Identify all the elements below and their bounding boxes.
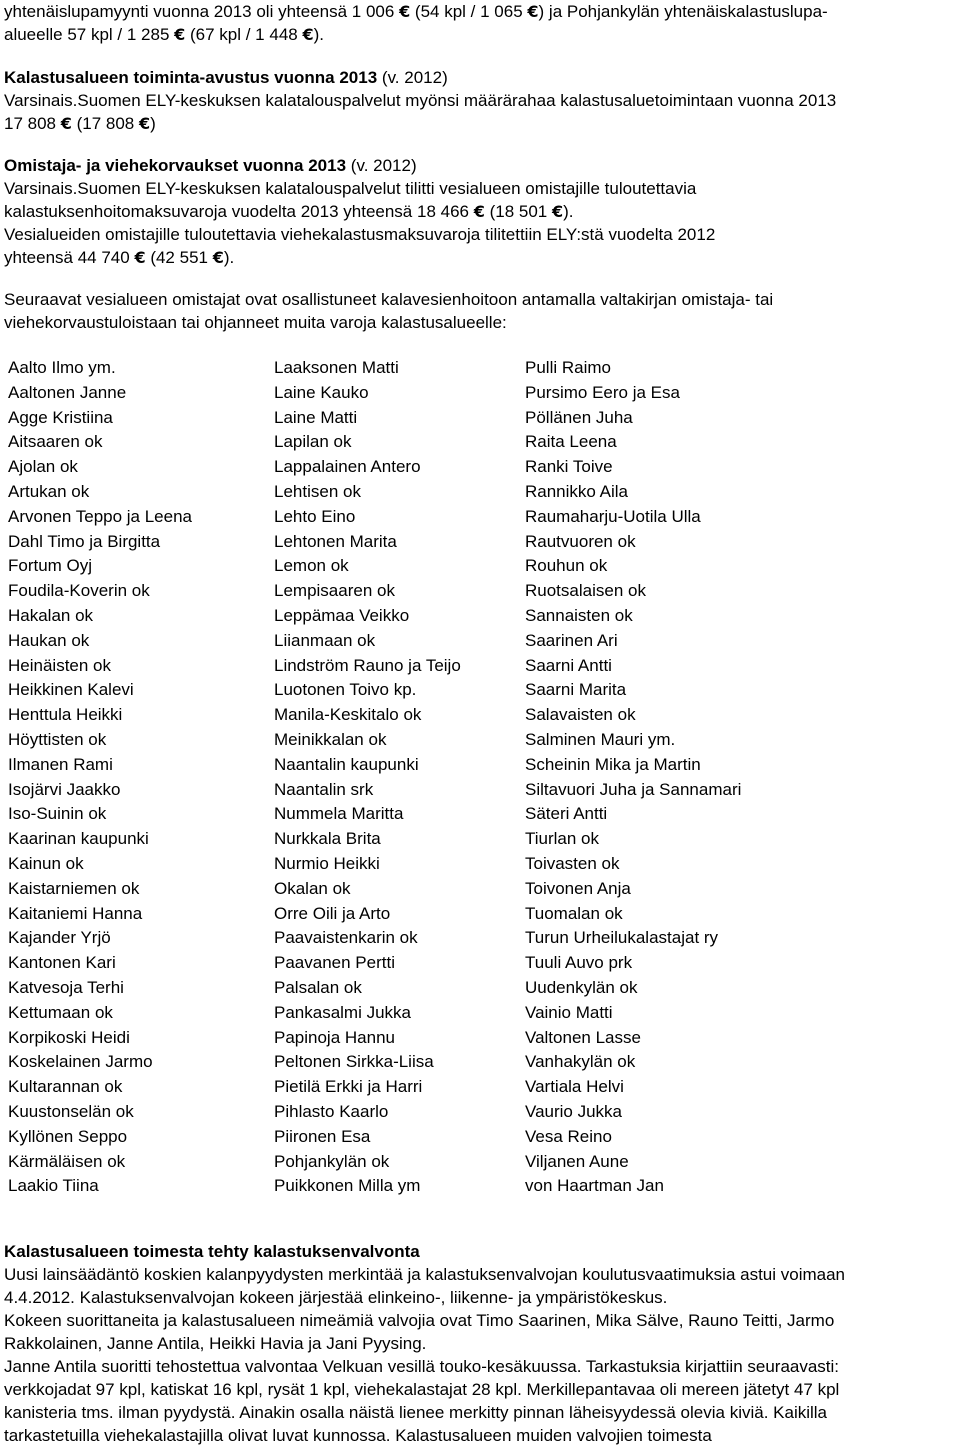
- intro-line-1: yhtenäislupamyynti vuonna 2013 oli yhteensä 1 006 € (54 kpl / 1 065 €) ja Pohjankylän yhtenäiskalastuslupa-: [4, 2, 828, 21]
- owner-name: Heinäisten ok: [8, 655, 112, 675]
- owner-name: Toivonen Anja: [525, 878, 631, 898]
- euro-sign: €: [134, 248, 146, 267]
- compensation-section: [4, 154, 956, 269]
- owner-name: Ilmanen Rami: [8, 754, 113, 774]
- owner-name: Hakalan ok: [8, 605, 94, 625]
- owner-name: Uudenkylän ok: [525, 977, 638, 997]
- owner-name: Lehto Eino: [274, 506, 356, 526]
- owner-name: Kaistarniemen ok: [8, 878, 140, 898]
- supervision-line-2: 4.4.2012. Kalastuksenvalvojan kokeen järjestää elinkeino-, liikenne- ja ympäristökeskus.: [4, 1288, 668, 1307]
- owner-name: Raita Leena: [525, 432, 617, 452]
- owner-name: Laakio Tiina: [8, 1176, 99, 1196]
- owner-name: Lempisaaren ok: [274, 581, 395, 601]
- euro-sign: €: [473, 202, 485, 221]
- owner-name: Liianmaan ok: [274, 630, 376, 650]
- supervision-line-5: Janne Antila suoritti tehostettua valvontaa Velkuan vesillä touko-kesäkuussa. Tarkastuksia kirjattiin seuraavasti:: [4, 1357, 840, 1376]
- owner-name: Leppämaa Veikko: [274, 605, 410, 625]
- owner-name: Laine Matti: [274, 407, 358, 427]
- owner-name: Lemon ok: [274, 556, 349, 576]
- owner-name: Nummela Maritta: [274, 804, 404, 824]
- owner-name: Ranki Toive: [525, 457, 613, 477]
- compensation-heading-suffix: (v. 2012): [350, 156, 417, 175]
- euro-sign: €: [138, 114, 151, 133]
- owner-name: Artukan ok: [8, 481, 90, 501]
- owner-name: Ruotsalaisen ok: [525, 581, 646, 601]
- owner-name: Viljanen Aune: [525, 1151, 629, 1171]
- grant-heading-line: [4, 66, 956, 89]
- owner-name: Arvonen Teppo ja Leena: [8, 506, 193, 526]
- owner-name: Iso-Suinin ok: [8, 804, 107, 824]
- supervision-line-6: verkkojadat 97 kpl, katiskat 16 kpl, rysät 1 kpl, viehekalastajat 28 kpl. Merkillepantavaa oli mereen jätetyt 47 kpl: [4, 1380, 840, 1399]
- owner-name: Rautvuoren ok: [525, 531, 636, 551]
- owner-name: Nurmio Heikki: [274, 853, 380, 873]
- euro-sign: €: [399, 2, 411, 21]
- euro-sign: €: [212, 248, 224, 267]
- compensation-line-2: kalastuksenhoitomaksuvaroja vuodelta 2013 yhteensä 18 466 € (18 501 €).: [4, 202, 574, 221]
- owner-name: Haukan ok: [8, 630, 90, 650]
- owner-name: Palsalan ok: [274, 977, 362, 997]
- owner-name: Ajolan ok: [8, 457, 78, 477]
- euro-sign: €: [60, 114, 72, 133]
- owner-name: Puikkonen Milla ym: [274, 1176, 421, 1196]
- owner-name: Kuustonselän ok: [8, 1101, 134, 1121]
- owner-name: Toivasten ok: [525, 853, 620, 873]
- owner-name: Vaurio Jukka: [525, 1101, 623, 1121]
- owner-name: Papinoja Hannu: [274, 1027, 395, 1047]
- intro-paragraph: [4, 0, 956, 46]
- owner-name: Pulli Raimo: [525, 358, 611, 377]
- owner-name: Aalto Ilmo ym.: [8, 358, 116, 377]
- owner-name: Pöllänen Juha: [525, 407, 633, 427]
- owner-name: Lappalainen Antero: [274, 457, 421, 477]
- owner-name: Raumaharju-Uotila Ulla: [525, 506, 701, 526]
- owner-name: Naantalin srk: [274, 779, 374, 799]
- owner-name: Saarni Antti: [525, 655, 612, 675]
- owner-name: Fortum Oyj: [8, 556, 93, 576]
- grant-heading: Kalastusalueen toiminta-avustus vuonna 2013: [4, 68, 378, 87]
- grant-line-2: 17 808 € (17 808 €): [4, 114, 156, 133]
- owner-name: Katvesoja Terhi: [8, 977, 124, 997]
- grant-section: [4, 66, 956, 135]
- owner-name: Kultarannan ok: [8, 1077, 123, 1097]
- supervision-section: [4, 1240, 956, 1447]
- owners-intro: [4, 288, 956, 334]
- owners-column-2: [274, 356, 461, 1199]
- owner-name: Salminen Mauri ym.: [525, 729, 676, 749]
- owner-name: Pietilä Erkki ja Harri: [274, 1077, 423, 1097]
- supervision-line-3: Kokeen suorittaneita ja kalastusalueen nimeämiä valvojia ovat Timo Saarinen, Mika Sälve, Rauno Teitti, Jarmo: [4, 1311, 835, 1330]
- intro-line-2: alueelle 57 kpl / 1 285 € (67 kpl / 1 448 €).: [4, 25, 324, 44]
- owner-name: Pihlasto Kaarlo: [274, 1101, 389, 1121]
- compensation-line-3: Vesialueiden omistajille tuloutettavia viehekalastusmaksuvaroja tilitettiin ELY:stä vuodelta 2012: [4, 225, 716, 244]
- supervision-line-8: tarkastetuilla viehekalastajilla olivat luvat kunnossa. Kalastusalueen muiden valvojien toimesta: [4, 1426, 712, 1445]
- owner-name: Saarni Marita: [525, 680, 627, 700]
- compensation-line-4: yhteensä 44 740 € (42 551 €).: [4, 248, 235, 267]
- owner-name: Vanhakylän ok: [525, 1052, 636, 1072]
- owner-name: Saarinen Ari: [525, 630, 618, 650]
- owner-name: Manila-Keskitalo ok: [274, 705, 422, 725]
- euro-sign: €: [527, 2, 539, 21]
- owner-name: Salavaisten ok: [525, 705, 636, 725]
- owners-intro-line-2: viehekorvaustuloistaan tai ohjanneet muita varoja kalastusalueelle:: [4, 313, 507, 332]
- owner-name: Koskelainen Jarmo: [8, 1052, 153, 1072]
- owner-name: Aaltonen Janne: [8, 382, 127, 402]
- owner-name: Paavaistenkarin ok: [274, 928, 418, 948]
- compensation-line-1: Varsinais.Suomen ELY-keskuksen kalatalouspalvelut tilitti vesialueen omistajille tuloutettavia: [4, 179, 697, 198]
- owner-name: Lehtisen ok: [274, 481, 361, 501]
- owner-name: von Haartman Jan: [525, 1176, 664, 1196]
- owners-column-3: [525, 356, 741, 1199]
- owner-name: Kyllönen Seppo: [8, 1126, 128, 1146]
- supervision-line-4: Rakkolainen, Janne Antila, Heikki Havia ja Jani Pyysing.: [4, 1334, 427, 1353]
- owner-name: Laaksonen Matti: [274, 358, 399, 377]
- owner-name: Rannikko Aila: [525, 481, 629, 501]
- owner-name: Höyttisten ok: [8, 729, 107, 749]
- owner-name: Dahl Timo ja Birgitta: [8, 531, 161, 551]
- supervision-heading: Kalastusalueen toimesta tehty kalastuksenvalvonta: [4, 1242, 420, 1261]
- grant-line-1: Varsinais.Suomen ELY-keskuksen kalatalouspalvelut myönsi määrärahaa kalastusaluetoimintaan vuonna 2013: [4, 91, 837, 110]
- owner-name: Säteri Antti: [525, 804, 608, 824]
- owner-name: Tuomalan ok: [525, 903, 623, 923]
- owner-name: Kärmäläisen ok: [8, 1151, 126, 1171]
- supervision-line-1: Uusi lainsäädäntö koskien kalanpyydysten merkintää ja kalastuksenvalvojan koulutusvaatimuksia astui voimaan: [4, 1265, 846, 1284]
- owner-name: Kaitaniemi Hanna: [8, 903, 143, 923]
- owner-name: Vartiala Helvi: [525, 1077, 624, 1097]
- owner-name: Kaarinan kaupunki: [8, 829, 149, 849]
- owner-name: Vesa Reino: [525, 1126, 612, 1146]
- euro-sign: €: [174, 25, 186, 44]
- owner-name: Paavanen Pertti: [274, 953, 395, 973]
- owner-name: Pursimo Eero ja Esa: [525, 382, 680, 402]
- owner-name: Kainun ok: [8, 853, 84, 873]
- owner-name: Korpikoski Heidi: [8, 1027, 130, 1047]
- owner-name: Lindström Rauno ja Teijo: [274, 655, 461, 675]
- owner-name: Rouhun ok: [525, 556, 608, 576]
- owner-name: Tiurlan ok: [525, 829, 600, 849]
- owners-intro-line-1: Seuraavat vesialueen omistajat ovat osallistuneet kalavesienhoitoon antamalla valtakirjan omistaja- tai: [4, 290, 774, 309]
- owner-name: Lapilan ok: [274, 432, 352, 452]
- owner-name: Luotonen Toivo kp.: [274, 680, 417, 700]
- owner-name: Kettumaan ok: [8, 1002, 113, 1022]
- owner-name: Agge Kristiina: [8, 407, 113, 427]
- owner-name: Kantonen Kari: [8, 953, 116, 973]
- owner-name: Laine Kauko: [274, 382, 369, 402]
- owner-name: Pohjankylän ok: [274, 1151, 390, 1171]
- owner-name: Pankasalmi Jukka: [274, 1002, 412, 1022]
- owners-list: [8, 356, 948, 1206]
- owner-name: Piironen Esa: [274, 1126, 371, 1146]
- owner-name: Heikkinen Kalevi: [8, 680, 134, 700]
- owner-name: Nurkkala Brita: [274, 829, 381, 849]
- owner-name: Aitsaaren ok: [8, 432, 103, 452]
- owner-name: Turun Urheilukalastajat ry: [525, 928, 719, 948]
- owner-name: Isojärvi Jaakko: [8, 779, 121, 799]
- owners-column-1: [8, 356, 192, 1199]
- owner-name: Okalan ok: [274, 878, 351, 898]
- owner-name: Siltavuori Juha ja Sannamari: [525, 779, 742, 799]
- owner-name: Tuuli Auvo prk: [525, 953, 633, 973]
- owner-name: Sannaisten ok: [525, 605, 633, 625]
- supervision-line-7: kanisteria tms. ilman pyydystä. Ainakin osalla näistä lienee merkitty pinnan läheisyydessä olevia kiviä. Kaikilla: [4, 1403, 828, 1422]
- owner-name: Meinikkalan ok: [274, 729, 387, 749]
- euro-sign: €: [551, 202, 564, 221]
- owner-name: Lehtonen Marita: [274, 531, 397, 551]
- owner-name: Orre Oili ja Arto: [274, 903, 391, 923]
- owner-name: Henttula Heikki: [8, 705, 123, 725]
- euro-sign: €: [302, 25, 314, 44]
- owner-name: Scheinin Mika ja Martin: [525, 754, 701, 774]
- compensation-heading: Omistaja- ja viehekorvaukset vuonna 2013: [4, 156, 347, 175]
- compensation-heading-line: [4, 154, 956, 177]
- owner-name: Foudila-Koverin ok: [8, 581, 150, 601]
- owner-name: Naantalin kaupunki: [274, 754, 419, 774]
- owner-name: Vainio Matti: [525, 1002, 613, 1022]
- owner-name: Valtonen Lasse: [525, 1027, 641, 1047]
- owner-name: Kajander Yrjö: [8, 928, 111, 948]
- owner-name: Peltonen Sirkka-Liisa: [274, 1052, 434, 1072]
- grant-heading-suffix: (v. 2012): [381, 68, 448, 87]
